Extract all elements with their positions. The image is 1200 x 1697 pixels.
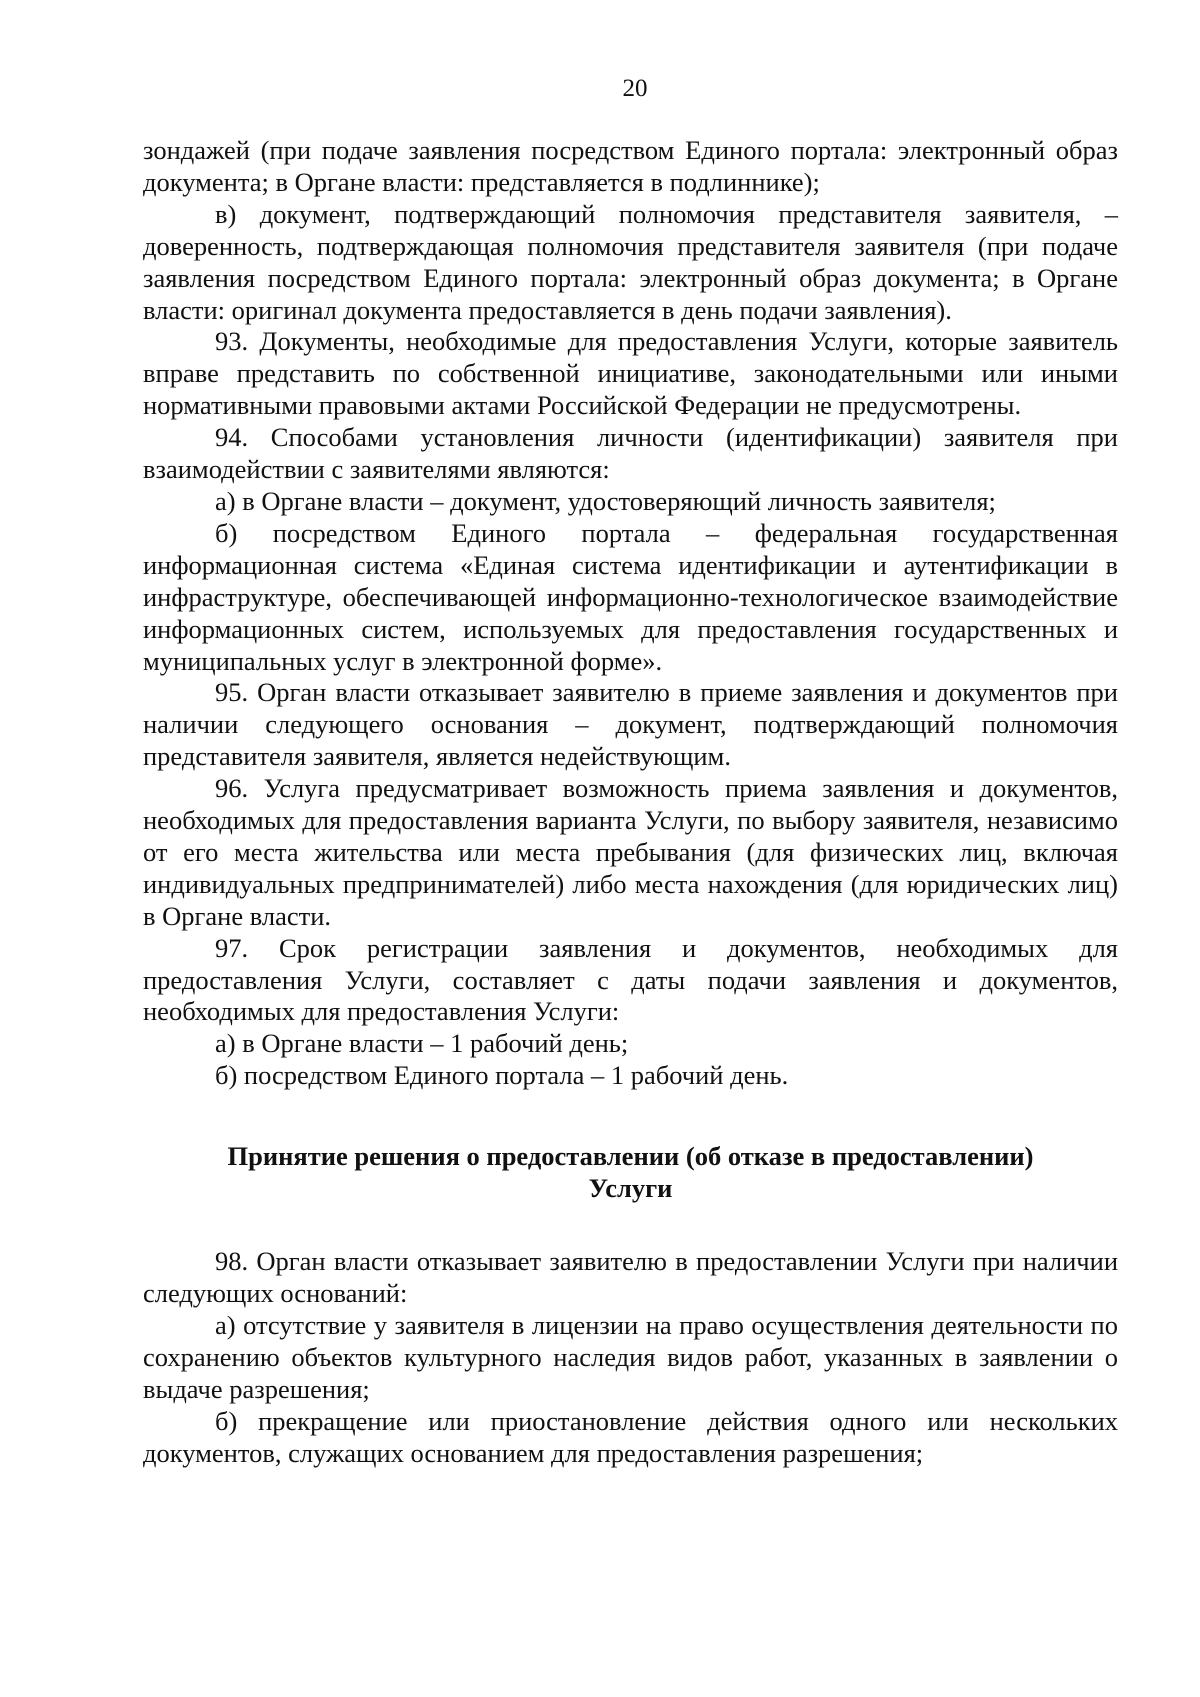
paragraph-94-item-b: б) посредством Единого портала – федеральная государственная информационная система «Единая система идентификации и аутентификации в инфраструктуре, обеспечивающей информационно-технологическое взаимодействие информационных систем, используемых для предоставления государственных и муниципальных услуг в электронной форме».	[143, 517, 1118, 676]
paragraph-93: 93. Документы, необходимые для предоставления Услуги, которые заявитель вправе представить по собственной инициативе, законодательными или иными нормативными правовыми актами Российской Федерации не предусмотрены.	[143, 326, 1118, 421]
document-body	[143, 135, 1118, 1470]
section-heading	[143, 1140, 1118, 1204]
paragraph-97: 97. Срок регистрации заявления и документов, необходимых для предоставления Услуги, составляет с даты подачи заявления и документов, необходимых для предоставления Услуги:	[143, 932, 1118, 1027]
paragraph-95: 95. Орган власти отказывает заявителю в приеме заявления и документов при наличии следующего основания – документ, подтверждающий полномочия представителя заявителя, является недействующим.	[143, 677, 1118, 772]
paragraph-97-item-a: а) в Органе власти – 1 рабочий день;	[215, 1028, 629, 1059]
paragraph-94-item-a: а) в Органе власти – документ, удостоверяющий личность заявителя;	[215, 485, 996, 516]
section-heading-line-2: Услуги	[588, 1173, 673, 1204]
paragraph-continuation: зондажей (при подаче заявления посредством Единого портала: электронный образ документа; в Органе власти: представляется в подлиннике);	[143, 135, 1118, 197]
page-number: 20	[622, 75, 648, 102]
section-heading-line-1: Принятие решения о предоставлении (об отказе в предоставлении)	[227, 1141, 1034, 1172]
paragraph-97-item-b: б) посредством Единого портала – 1 рабочий день.	[215, 1060, 789, 1091]
paragraph-98-item-b: б) прекращение или приостановление действия одного или нескольких документов, служащих основанием для предоставления разрешения;	[143, 1405, 1118, 1468]
paragraph-98-item-a: а) отсутствие у заявителя в лицензии на право осуществления деятельности по сохранению объектов культурного наследия видов работ, указанных в заявлении о выдаче разрешения;	[143, 1310, 1118, 1404]
paragraph-item-v-power-of-attorney: в) документ, подтверждающий полномочия представителя заявителя, – доверенность, подтверждающая полномочия представителя заявителя (при подаче заявления посредством Единого портала: электронный образ документа; в Органе власти: оригинал документа предоставляется в день подачи заявления).	[143, 198, 1118, 325]
paragraph-98: 98. Орган власти отказывает заявителю в предоставлении Услуги при наличии следующих оснований:	[143, 1246, 1118, 1309]
paragraph-94: 94. Способами установления личности (идентификации) заявителя при взаимодействии с заявителями являются:	[143, 422, 1118, 485]
paragraph-96: 96. Услуга предусматривает возможность приема заявления и документов, необходимых для предоставления варианта Услуги, по выбору заявителя, независимо от его места жительства или места пребывания (для физических лиц, включая индивидуальных предпринимателей) либо места нахождения (для юридических лиц) в Органе власти.	[143, 773, 1118, 931]
